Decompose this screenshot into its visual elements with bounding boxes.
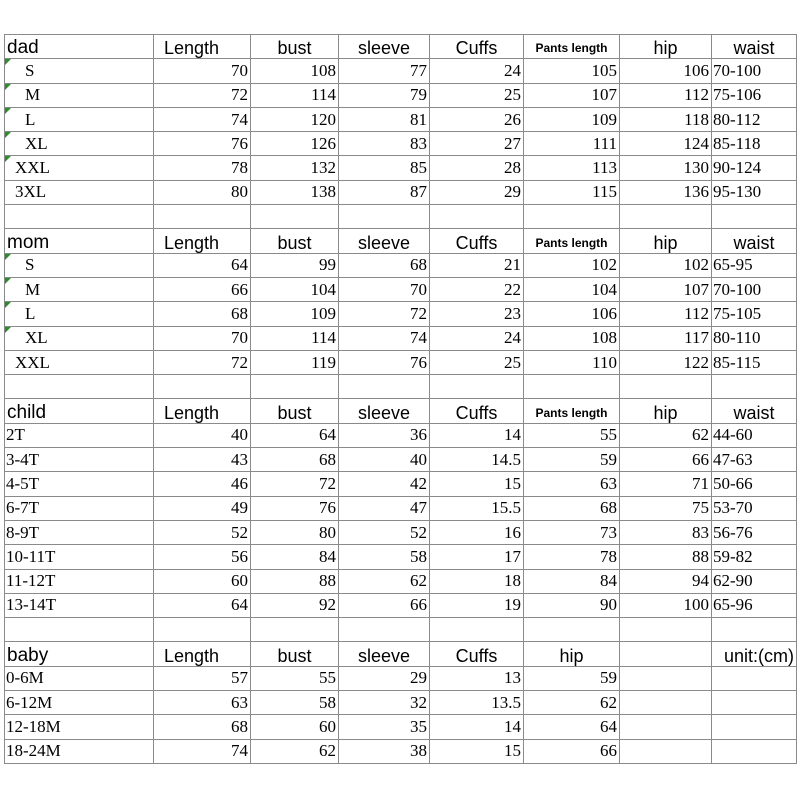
value-cell: 70 — [154, 59, 251, 83]
value-cell: 59 — [524, 448, 620, 472]
value-cell: 105 — [524, 59, 620, 83]
value-cell — [620, 739, 712, 763]
table-row — [5, 472, 797, 496]
column-header: waist — [712, 35, 797, 59]
size-label: 11-12T — [5, 569, 154, 593]
value-cell: 106 — [524, 302, 620, 326]
value-cell: 109 — [251, 302, 339, 326]
value-cell: 130 — [620, 156, 712, 180]
value-cell: 62-90 — [712, 569, 797, 593]
empty-cell — [524, 205, 620, 229]
value-cell: 88 — [620, 545, 712, 569]
value-cell: 107 — [524, 83, 620, 107]
value-cell: 13 — [430, 666, 524, 690]
empty-cell — [712, 205, 797, 229]
value-cell: 32 — [339, 691, 430, 715]
value-cell: 62 — [251, 739, 339, 763]
value-cell: 15 — [430, 739, 524, 763]
value-cell: 62 — [524, 691, 620, 715]
empty-cell — [154, 205, 251, 229]
value-cell: 75-105 — [712, 302, 797, 326]
value-cell — [712, 666, 797, 690]
size-label: 8-9T — [5, 520, 154, 544]
value-cell: 16 — [430, 520, 524, 544]
size-label: 6-7T — [5, 496, 154, 520]
column-header: sleeve — [339, 229, 430, 253]
value-cell: 102 — [620, 253, 712, 277]
empty-cell — [339, 618, 430, 642]
value-cell: 74 — [339, 326, 430, 350]
section-title: mom — [5, 229, 154, 253]
value-cell: 70-100 — [712, 277, 797, 301]
section-header-row — [5, 642, 797, 666]
value-cell: 66 — [524, 739, 620, 763]
value-cell: 57 — [154, 666, 251, 690]
section-header-row — [5, 399, 797, 423]
value-cell: 64 — [154, 593, 251, 617]
value-cell: 64 — [154, 253, 251, 277]
value-cell: 132 — [251, 156, 339, 180]
table-row — [5, 448, 797, 472]
value-cell: 70 — [154, 326, 251, 350]
value-cell: 75 — [620, 496, 712, 520]
column-header: sleeve — [339, 35, 430, 59]
section-header-row — [5, 35, 797, 59]
value-cell: 55 — [251, 666, 339, 690]
empty-cell — [430, 618, 524, 642]
value-cell: 64 — [524, 715, 620, 739]
size-label: XL — [5, 326, 154, 350]
size-label: 3XL — [5, 180, 154, 204]
column-header: Pants length — [524, 229, 620, 253]
column-header: Pants length — [524, 35, 620, 59]
table-row — [5, 326, 797, 350]
value-cell: 50-66 — [712, 472, 797, 496]
value-cell: 56-76 — [712, 520, 797, 544]
value-cell: 126 — [251, 132, 339, 156]
value-cell: 24 — [430, 59, 524, 83]
blank-row — [5, 375, 797, 399]
value-cell: 24 — [430, 326, 524, 350]
value-cell — [620, 666, 712, 690]
value-cell: 106 — [620, 59, 712, 83]
table-row — [5, 277, 797, 301]
table-row — [5, 180, 797, 204]
value-cell: 52 — [339, 520, 430, 544]
column-header: unit:(cm) — [712, 642, 797, 666]
value-cell: 112 — [620, 302, 712, 326]
value-cell: 90-124 — [712, 156, 797, 180]
column-header: Cuffs — [430, 35, 524, 59]
value-cell: 74 — [154, 107, 251, 131]
column-header: hip — [620, 399, 712, 423]
value-cell: 17 — [430, 545, 524, 569]
value-cell: 83 — [620, 520, 712, 544]
value-cell: 70 — [339, 277, 430, 301]
table-row — [5, 59, 797, 83]
table-row — [5, 253, 797, 277]
value-cell: 120 — [251, 107, 339, 131]
value-cell: 27 — [430, 132, 524, 156]
value-cell: 114 — [251, 326, 339, 350]
value-cell: 72 — [154, 83, 251, 107]
size-label: 10-11T — [5, 545, 154, 569]
value-cell: 22 — [430, 277, 524, 301]
value-cell: 80-112 — [712, 107, 797, 131]
value-cell: 94 — [620, 569, 712, 593]
column-header: waist — [712, 399, 797, 423]
value-cell: 52 — [154, 520, 251, 544]
value-cell: 81 — [339, 107, 430, 131]
empty-cell — [620, 205, 712, 229]
table-row — [5, 715, 797, 739]
value-cell: 14 — [430, 423, 524, 447]
value-cell: 68 — [339, 253, 430, 277]
empty-cell — [339, 205, 430, 229]
value-cell: 68 — [251, 448, 339, 472]
value-cell: 18 — [430, 569, 524, 593]
empty-cell — [524, 618, 620, 642]
value-cell: 74 — [154, 739, 251, 763]
value-cell: 108 — [524, 326, 620, 350]
value-cell: 19 — [430, 593, 524, 617]
column-header: Cuffs — [430, 229, 524, 253]
column-header: hip — [620, 35, 712, 59]
table-row — [5, 350, 797, 374]
empty-cell — [620, 375, 712, 399]
value-cell: 60 — [251, 715, 339, 739]
value-cell — [620, 691, 712, 715]
size-label: XXL — [5, 350, 154, 374]
table-row — [5, 569, 797, 593]
column-header: waist — [712, 229, 797, 253]
section-title: baby — [5, 642, 154, 666]
value-cell: 59-82 — [712, 545, 797, 569]
value-cell: 88 — [251, 569, 339, 593]
column-header: sleeve — [339, 399, 430, 423]
value-cell: 28 — [430, 156, 524, 180]
column-header: Cuffs — [430, 399, 524, 423]
table-row — [5, 666, 797, 690]
size-label: S — [5, 253, 154, 277]
column-header: bust — [251, 399, 339, 423]
value-cell — [712, 715, 797, 739]
table-row — [5, 423, 797, 447]
size-label: L — [5, 302, 154, 326]
value-cell: 117 — [620, 326, 712, 350]
value-cell: 95-130 — [712, 180, 797, 204]
value-cell: 38 — [339, 739, 430, 763]
column-header: hip — [620, 229, 712, 253]
empty-cell — [430, 205, 524, 229]
value-cell: 40 — [154, 423, 251, 447]
empty-cell — [430, 375, 524, 399]
value-cell: 14.5 — [430, 448, 524, 472]
column-header: Length — [154, 229, 251, 253]
value-cell: 53-70 — [712, 496, 797, 520]
value-cell: 114 — [251, 83, 339, 107]
table-row — [5, 132, 797, 156]
value-cell: 76 — [154, 132, 251, 156]
column-header: bust — [251, 229, 339, 253]
value-cell: 65-95 — [712, 253, 797, 277]
value-cell: 122 — [620, 350, 712, 374]
value-cell: 66 — [154, 277, 251, 301]
value-cell — [712, 739, 797, 763]
value-cell: 35 — [339, 715, 430, 739]
blank-row — [5, 618, 797, 642]
value-cell: 84 — [524, 569, 620, 593]
empty-cell — [5, 375, 154, 399]
column-header: bust — [251, 35, 339, 59]
value-cell: 72 — [154, 350, 251, 374]
value-cell: 15 — [430, 472, 524, 496]
value-cell: 119 — [251, 350, 339, 374]
value-cell: 58 — [339, 545, 430, 569]
size-label: 0-6M — [5, 666, 154, 690]
size-label: XXL — [5, 156, 154, 180]
size-label: 3-4T — [5, 448, 154, 472]
value-cell: 136 — [620, 180, 712, 204]
value-cell: 65-96 — [712, 593, 797, 617]
table-row — [5, 496, 797, 520]
table-row — [5, 302, 797, 326]
value-cell: 23 — [430, 302, 524, 326]
value-cell: 47 — [339, 496, 430, 520]
value-cell: 71 — [620, 472, 712, 496]
empty-cell — [251, 205, 339, 229]
section-title: child — [5, 399, 154, 423]
value-cell: 66 — [620, 448, 712, 472]
table-row — [5, 83, 797, 107]
value-cell: 15.5 — [430, 496, 524, 520]
value-cell: 68 — [154, 715, 251, 739]
value-cell: 77 — [339, 59, 430, 83]
value-cell: 112 — [620, 83, 712, 107]
value-cell: 79 — [339, 83, 430, 107]
value-cell: 68 — [524, 496, 620, 520]
value-cell: 25 — [430, 350, 524, 374]
table-row — [5, 691, 797, 715]
value-cell: 29 — [430, 180, 524, 204]
table-row — [5, 107, 797, 131]
value-cell: 14 — [430, 715, 524, 739]
value-cell: 111 — [524, 132, 620, 156]
column-header: Length — [154, 642, 251, 666]
empty-cell — [620, 618, 712, 642]
value-cell: 58 — [251, 691, 339, 715]
value-cell: 78 — [524, 545, 620, 569]
value-cell: 73 — [524, 520, 620, 544]
value-cell: 115 — [524, 180, 620, 204]
size-label: 12-18M — [5, 715, 154, 739]
value-cell: 102 — [524, 253, 620, 277]
value-cell: 47-63 — [712, 448, 797, 472]
empty-cell — [154, 618, 251, 642]
value-cell: 63 — [154, 691, 251, 715]
value-cell: 104 — [251, 277, 339, 301]
size-chart-table — [4, 34, 797, 764]
empty-cell — [339, 375, 430, 399]
value-cell: 108 — [251, 59, 339, 83]
table-row — [5, 593, 797, 617]
value-cell: 44-60 — [712, 423, 797, 447]
size-label: 2T — [5, 423, 154, 447]
size-label: 18-24M — [5, 739, 154, 763]
value-cell: 43 — [154, 448, 251, 472]
value-cell: 62 — [620, 423, 712, 447]
value-cell: 46 — [154, 472, 251, 496]
column-header: sleeve — [339, 642, 430, 666]
value-cell: 25 — [430, 83, 524, 107]
column-header: Length — [154, 399, 251, 423]
value-cell: 113 — [524, 156, 620, 180]
section-header-row — [5, 229, 797, 253]
value-cell: 118 — [620, 107, 712, 131]
value-cell: 64 — [251, 423, 339, 447]
empty-cell — [712, 375, 797, 399]
column-header: Length — [154, 35, 251, 59]
value-cell: 76 — [339, 350, 430, 374]
size-label: M — [5, 83, 154, 107]
value-cell: 75-106 — [712, 83, 797, 107]
empty-cell — [5, 205, 154, 229]
empty-cell — [5, 618, 154, 642]
value-cell: 59 — [524, 666, 620, 690]
value-cell: 70-100 — [712, 59, 797, 83]
value-cell: 13.5 — [430, 691, 524, 715]
table-row — [5, 520, 797, 544]
size-label: 6-12M — [5, 691, 154, 715]
table-row — [5, 739, 797, 763]
value-cell: 68 — [154, 302, 251, 326]
table-row — [5, 545, 797, 569]
value-cell: 26 — [430, 107, 524, 131]
empty-cell — [524, 375, 620, 399]
value-cell — [712, 691, 797, 715]
empty-cell — [251, 618, 339, 642]
size-label: L — [5, 107, 154, 131]
column-header: Pants length — [524, 399, 620, 423]
value-cell: 87 — [339, 180, 430, 204]
value-cell: 78 — [154, 156, 251, 180]
empty-cell — [712, 618, 797, 642]
value-cell: 85-115 — [712, 350, 797, 374]
column-header: Cuffs — [430, 642, 524, 666]
size-label: XL — [5, 132, 154, 156]
value-cell: 21 — [430, 253, 524, 277]
value-cell: 36 — [339, 423, 430, 447]
size-label: 13-14T — [5, 593, 154, 617]
value-cell: 62 — [339, 569, 430, 593]
value-cell: 92 — [251, 593, 339, 617]
value-cell — [620, 715, 712, 739]
value-cell: 42 — [339, 472, 430, 496]
value-cell: 138 — [251, 180, 339, 204]
value-cell: 72 — [251, 472, 339, 496]
value-cell: 109 — [524, 107, 620, 131]
empty-cell — [154, 375, 251, 399]
value-cell: 99 — [251, 253, 339, 277]
value-cell: 63 — [524, 472, 620, 496]
blank-row — [5, 205, 797, 229]
size-label: M — [5, 277, 154, 301]
value-cell: 29 — [339, 666, 430, 690]
column-header — [620, 642, 712, 666]
section-title: dad — [5, 35, 154, 59]
empty-cell — [251, 375, 339, 399]
value-cell: 40 — [339, 448, 430, 472]
size-label: 4-5T — [5, 472, 154, 496]
column-header: hip — [524, 642, 620, 666]
table-row — [5, 156, 797, 180]
value-cell: 76 — [251, 496, 339, 520]
value-cell: 60 — [154, 569, 251, 593]
value-cell: 80 — [251, 520, 339, 544]
value-cell: 104 — [524, 277, 620, 301]
value-cell: 110 — [524, 350, 620, 374]
value-cell: 83 — [339, 132, 430, 156]
value-cell: 85 — [339, 156, 430, 180]
value-cell: 85-118 — [712, 132, 797, 156]
column-header: bust — [251, 642, 339, 666]
size-label: S — [5, 59, 154, 83]
value-cell: 80-110 — [712, 326, 797, 350]
value-cell: 124 — [620, 132, 712, 156]
value-cell: 90 — [524, 593, 620, 617]
value-cell: 80 — [154, 180, 251, 204]
value-cell: 49 — [154, 496, 251, 520]
value-cell: 55 — [524, 423, 620, 447]
value-cell: 66 — [339, 593, 430, 617]
value-cell: 56 — [154, 545, 251, 569]
value-cell: 84 — [251, 545, 339, 569]
value-cell: 72 — [339, 302, 430, 326]
value-cell: 107 — [620, 277, 712, 301]
value-cell: 100 — [620, 593, 712, 617]
